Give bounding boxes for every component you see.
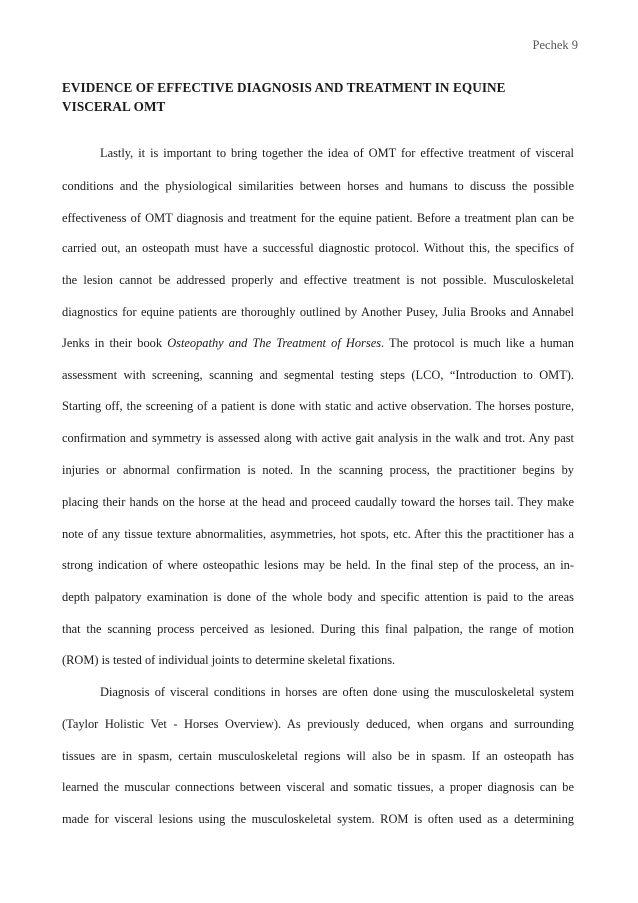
page-header: Pechek 9 — [532, 38, 578, 52]
line-text-before-title: Jenks in their book — [62, 336, 168, 350]
section-title — [62, 78, 572, 116]
paragraph-1-line: assessment with screening, scanning and segmental testing steps (LCO, “Introduction to OMT). — [62, 368, 574, 382]
paragraph-1-line-book-reference — [62, 335, 574, 351]
paragraph-1-line: the lesion cannot be addressed properly and effective treatment is not possible. Musculoskeletal — [62, 273, 574, 287]
paragraph-1-line: injuries or abnormal confirmation is noted. In the scanning process, the practitioner begins by — [62, 463, 574, 477]
section-title-line-2: VISCERAL OMT — [62, 99, 166, 114]
paragraph-1-line: that the scanning process perceived as lesioned. During this final palpation, the range of motion — [62, 622, 574, 636]
book-title: Osteopathy and The Treatment of Horses — [167, 336, 382, 350]
paragraph-1-line: Lastly, it is important to bring together the idea of OMT for effective treatment of visceral — [100, 146, 574, 160]
paragraph-1-line: carried out, an osteopath must have a successful diagnostic protocol. Without this, the specifics of — [62, 241, 574, 255]
paragraph-1-line: effectiveness of OMT diagnosis and treatment for the equine patient. Before a treatment plan can be — [62, 211, 574, 225]
paragraph-1-line: (ROM) is tested of individual joints to determine skeletal fixations. — [62, 653, 396, 667]
paragraph-2-line: tissues are in spasm, certain musculoskeletal regions will also be in spasm. If an osteopath has — [62, 749, 574, 763]
paragraph-1-line: depth palpatory examination is done of the whole body and specific attention is paid to the areas — [62, 590, 574, 604]
section-title-line-1: EVIDENCE OF EFFECTIVE DIAGNOSIS AND TREATMENT IN EQUINE — [62, 80, 506, 95]
paragraph-1-line: diagnostics for equine patients are thoroughly outlined by Another Pusey, Julia Brooks and Annabel — [62, 305, 574, 319]
paragraph-1-line: note of any tissue texture abnormalities, asymmetries, hot spots, etc. After this the practitioner has a — [62, 527, 574, 541]
paragraph-1-line: Starting off, the screening of a patient is done with static and active observation. The horses posture, — [62, 399, 574, 413]
paragraph-2-line: learned the muscular connections between visceral and somatic tissues, a proper diagnosis can be — [62, 780, 574, 794]
paragraph-2-line: Diagnosis of visceral conditions in horses are often done using the musculoskeletal system — [100, 685, 574, 699]
paragraph-1-line: conditions and the physiological similarities between horses and humans to discuss the possible — [62, 179, 574, 193]
line-text-after-title: . The protocol is much like a human — [381, 336, 574, 350]
paragraph-1-line: strong indication of where osteopathic lesions may be held. In the final step of the process, an in- — [62, 558, 574, 572]
paragraph-2-line: (Taylor Holistic Vet - Horses Overview). As previously deduced, when organs and surrounding — [62, 717, 574, 731]
paragraph-1-line: placing their hands on the horse at the head and proceed caudally toward the horses tail. They make — [62, 495, 574, 509]
paragraph-2-line: made for visceral lesions using the musculoskeletal system. ROM is often used as a determining — [62, 812, 574, 826]
paragraph-1-line: confirmation and symmetry is assessed along with active gait analysis in the walk and trot. Any past — [62, 431, 574, 445]
